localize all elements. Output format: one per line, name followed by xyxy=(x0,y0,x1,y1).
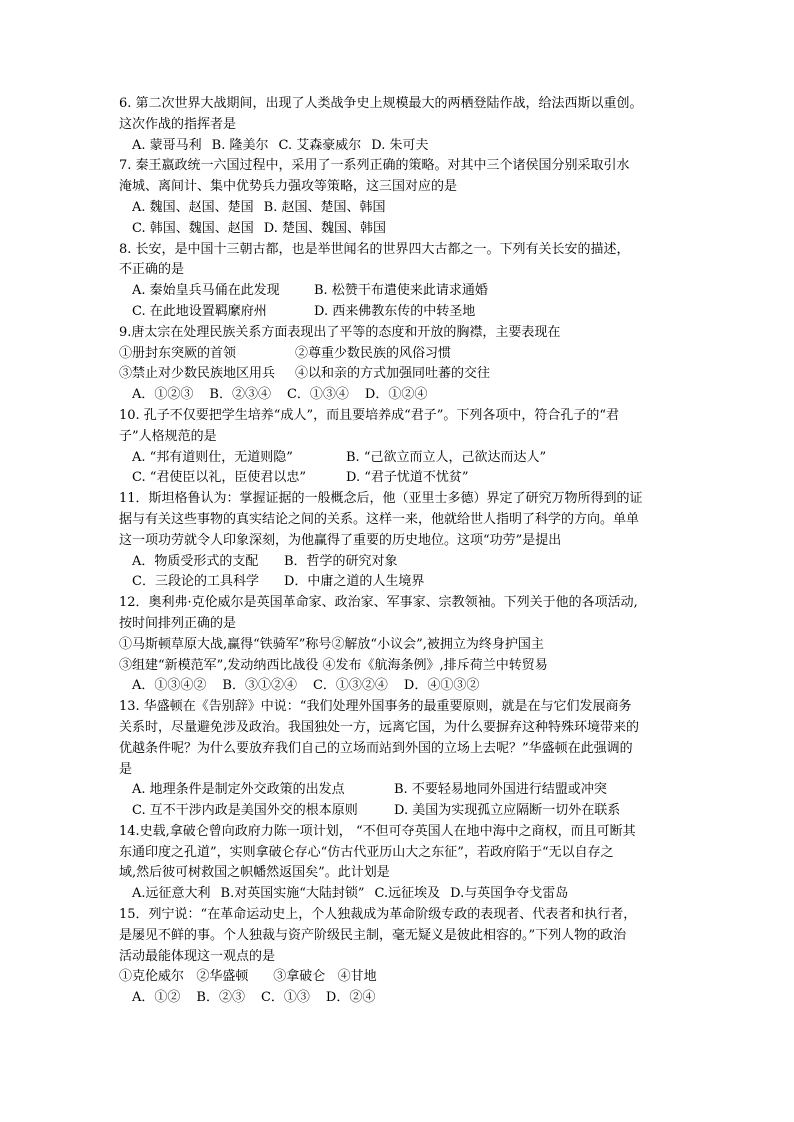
choice-b[interactable]: B．②③ xyxy=(196,990,245,1006)
option-c[interactable]: C. 艾森豪威尔 xyxy=(278,137,362,153)
question-stem-line: 子”人格规范的是 xyxy=(119,428,217,444)
option-b[interactable]: B. “己欲立而立人，己欲达而达人” xyxy=(346,449,547,465)
question-stem-line: 域,然后彼可树救国之帜幡然返国矣”。此计划是 xyxy=(119,865,390,881)
question-11 xyxy=(119,489,679,593)
choice-row xyxy=(119,676,679,697)
question-7 xyxy=(119,156,679,239)
option-a[interactable]: A. 蒙哥马利 xyxy=(132,137,202,153)
option-d[interactable]: D. 楚国、魏国、韩国 xyxy=(263,220,386,236)
option-a[interactable]: A.远征意大利 xyxy=(132,886,211,902)
option-row xyxy=(119,448,679,469)
statement-line: ③组建“新模范军”,发动纳西比战役 ④发布《航海条例》,排斥荷兰中转贸易 xyxy=(119,657,548,673)
option-row xyxy=(119,281,679,302)
choice-d[interactable]: D．①②④ xyxy=(364,387,428,403)
option-c[interactable]: C. “君使臣以礼，臣使君以忠” xyxy=(132,470,307,486)
choice-b[interactable]: B．③①②④ xyxy=(222,678,297,694)
option-c[interactable]: C. 互不干涉内政是美国外交的根本原则 xyxy=(132,803,358,819)
question-stem-line: 6. 第二次世界大战期间，出现了人类战争史上规模最大的两栖登陆作战，给法西斯以重创。 xyxy=(119,96,643,111)
option-row xyxy=(119,801,679,822)
question-stem-line: 7. 秦王嬴政统一六国过程中，采用了一系列正确的策略。对其中三个诸侯国分别采取引水 xyxy=(119,158,630,174)
question-8 xyxy=(119,240,679,323)
statement-row xyxy=(119,364,679,385)
statement-2: ②尊重少数民族的风俗习惯 xyxy=(295,345,452,361)
choice-a[interactable]: A．①③④② xyxy=(132,678,207,694)
question-13 xyxy=(119,697,679,822)
statement-1: ①册封东突厥的首领 xyxy=(119,345,237,361)
choice-d[interactable]: D．②④ xyxy=(325,990,376,1006)
option-b[interactable]: B.对英国实施“大陆封锁” xyxy=(220,886,365,902)
question-stem-line: 活动最能体现这一观点的是 xyxy=(119,948,276,964)
option-d[interactable]: D. 朱可夫 xyxy=(371,137,429,153)
option-row xyxy=(119,572,679,593)
question-stem-line: 据与有关这些事物的真实结论之间的关系。这样一来，他就给世人指明了科学的方向。单单 xyxy=(119,511,640,527)
question-stem-line: 是 xyxy=(119,761,133,777)
option-b[interactable]: B. 隆美尔 xyxy=(211,137,269,153)
question-stem-line: 15．列宁说：“在革命运动史上，个人独裁成为革命阶级专政的表现者、代表者和执行者， xyxy=(119,907,637,923)
question-stem-line: 8. 长安，是中国十三朝古都，也是举世闻名的世界四大古都之一。下列有关长安的描述， xyxy=(119,241,630,257)
statement-line: ①马斯顿草原大战,赢得“铁骑军”称号②解放“小议会”,被拥立为终身护国主 xyxy=(119,636,544,652)
option-c[interactable]: C.远征埃及 xyxy=(374,886,441,902)
choice-row xyxy=(119,988,679,1009)
question-stem-line: 9.唐太宗在处理民族关系方面表现出了平等的态度和开放的胸襟，主要表现在 xyxy=(119,324,561,340)
question-stem-line: 这次作战的指挥者是 xyxy=(119,116,237,132)
option-d[interactable]: D. 西来佛教东传的中转圣地 xyxy=(314,303,476,319)
question-stem-line: 这一项功劳就令人印象深刻，为他赢得了重要的历史地位。这项“功劳”是提出 xyxy=(119,532,562,548)
option-b[interactable]: B. 松赞干布遣使来此请求通婚 xyxy=(314,283,488,299)
option-row xyxy=(119,136,679,157)
option-b[interactable]: B. 不要轻易地同外国进行结盟或冲突 xyxy=(394,782,607,798)
question-stem-line: 13. 华盛顿在《告别辞》中说：“我们处理外国事务的最重要原则，就是在与它们发展商务 xyxy=(119,699,632,715)
option-d[interactable]: D. 美国为实现孤立应隔断一切外在联系 xyxy=(394,803,621,819)
option-row xyxy=(119,302,679,323)
option-d[interactable]: D．中庸之道的人生境界 xyxy=(284,574,425,590)
question-14 xyxy=(119,822,679,905)
choice-c[interactable]: C．①③④ xyxy=(286,387,349,403)
question-stem-line: 不正确的是 xyxy=(119,262,185,278)
option-row xyxy=(119,552,679,573)
option-c[interactable]: C．三段论的工具科学 xyxy=(132,574,259,590)
question-stem-line: 10. 孔子不仅要把学生培养“成人”，而且要培养成“君子”。下列各项中，符合孔子的“君 xyxy=(119,407,620,423)
choice-a[interactable]: A．①②③ xyxy=(132,387,194,403)
option-d[interactable]: D. “君子忧道不忧贫” xyxy=(346,470,469,486)
option-b[interactable]: B．哲学的研究对象 xyxy=(284,553,398,569)
option-b[interactable]: B. 赵国、楚国、韩国 xyxy=(263,199,386,215)
choice-d[interactable]: D．④①③② xyxy=(403,678,480,694)
statement-row xyxy=(119,344,679,365)
option-row xyxy=(119,884,679,905)
exam-page xyxy=(119,94,679,1009)
statement-line: ①克伦威尔 ②华盛顿 ③拿破仑 ④甘地 xyxy=(119,969,377,985)
question-stem-line: 按时间排列正确的是 xyxy=(119,615,237,631)
question-stem-line: 是屡见不鲜的事。个人独裁与资产阶级民主制，毫无疑义是彼此相容的。”下列人物的政治 xyxy=(119,927,627,943)
question-stem-line: 11．斯坦格鲁认为：掌握证据的一般概念后，他（亚里士多德）界定了研究万物所得到的证 xyxy=(119,491,643,507)
option-row xyxy=(119,198,679,219)
choice-row xyxy=(119,385,679,406)
question-12 xyxy=(119,593,679,697)
choice-c[interactable]: C．①③ xyxy=(260,990,310,1006)
choice-a[interactable]: A．①② xyxy=(132,990,181,1006)
question-stem-line: 优越条件呢？为什么要放弃我们自己的立场而站到外国的立场上去呢？”华盛顿在此强调的 xyxy=(119,740,633,756)
question-6 xyxy=(119,94,679,156)
question-stem-line: 关系时，尽量避免涉及政治。我国独处一方，远离它国，为什么要摒弃这种特殊环境带来的 xyxy=(119,719,640,735)
option-row xyxy=(119,780,679,801)
question-stem-line: 淹城、离间计、集中优势兵力强攻等策略，这三国对应的是 xyxy=(119,179,458,195)
choice-c[interactable]: C．①③②④ xyxy=(312,678,388,694)
option-a[interactable]: A. 秦始皇兵马俑在此发现 xyxy=(132,283,280,299)
option-c[interactable]: C. 在此地设置羁縻府州 xyxy=(132,303,267,319)
question-9 xyxy=(119,323,679,406)
option-a[interactable]: A．物质受形式的支配 xyxy=(132,553,259,569)
question-stem-line: 东通印度之孔道”，实则拿破仑存心“仿古代亚历山大之东征”，若政府陷于“无以自存之 xyxy=(119,844,614,860)
question-stem-line: 12．奥利弗·克伦威尔是英国革命家、政治家、军事家、宗教领袖。下列关于他的各项活动, xyxy=(119,595,638,611)
option-row xyxy=(119,468,679,489)
option-d[interactable]: D.与英国争夺戈雷岛 xyxy=(450,886,569,902)
option-c[interactable]: C. 韩国、魏国、赵国 xyxy=(132,220,254,236)
statement-3: ③禁止对少数民族地区用兵 xyxy=(119,366,276,382)
option-row xyxy=(119,219,679,240)
question-10 xyxy=(119,406,679,489)
question-15 xyxy=(119,905,679,1009)
question-stem-line: 14.史载,拿破仑曾向政府力陈一项计划， “不但可夺英国人在地中海中之商权，而且可断其 xyxy=(119,823,636,839)
choice-b[interactable]: B．②③④ xyxy=(209,387,271,403)
option-a[interactable]: A. “邦有道则仕，无道则隐” xyxy=(132,449,293,465)
option-a[interactable]: A. 魏国、赵国、楚国 xyxy=(132,199,254,215)
statement-4: ④以和亲的方式加强同吐蕃的交往 xyxy=(295,366,491,382)
option-a[interactable]: A. 地理条件是制定外交政策的出发点 xyxy=(132,782,345,798)
